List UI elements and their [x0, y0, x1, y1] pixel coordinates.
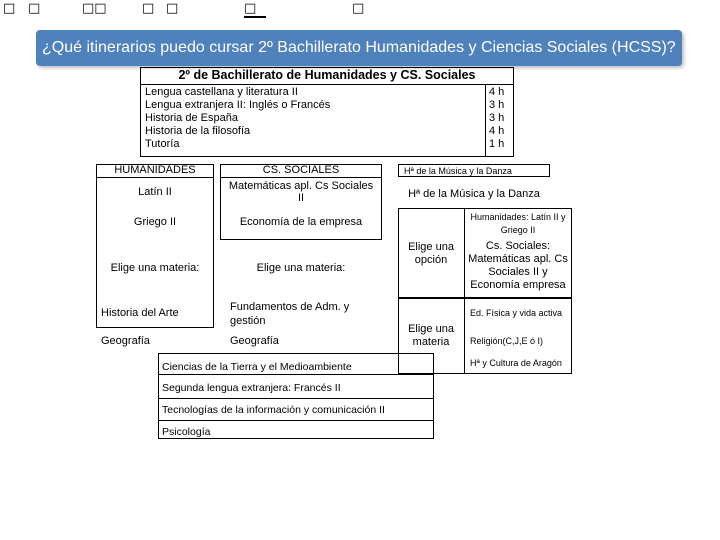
placeholder-glyph-icon: □ — [166, 1, 179, 16]
divider — [485, 84, 486, 157]
option-humanidades: Humanidades: Latín II y Griego II — [470, 212, 566, 235]
subject-name: Tutoría — [145, 138, 180, 150]
placeholder-glyph-icon: □ — [3, 1, 16, 16]
elige-opcion-label: Elige una opción — [408, 241, 454, 266]
humanidades-row: Griego II — [133, 216, 177, 228]
cs-sociales-row: Fundamentos de Adm. y gestión — [230, 301, 350, 327]
page-title: ¿Qué itinerarios puedo cursar 2º Bachillerato Humanidades y Ciencias Sociales (HCSS)? — [36, 30, 682, 66]
placeholder-glyph-icon: □ — [244, 2, 266, 18]
subject-hours: 1 h — [489, 138, 505, 150]
humanidades-row: Historia del Arte — [101, 307, 179, 319]
humanidades-header: HUMANIDADES — [96, 164, 214, 178]
placeholder-glyph-icon: □ — [28, 1, 41, 16]
placeholder-glyph-icon: □ — [352, 1, 365, 16]
cs-sociales-row: Matemáticas apl. Cs Sociales II — [228, 180, 374, 204]
materia-option: Hª y Cultura de Aragón — [470, 358, 562, 368]
elige-materia-label: Elige una materia — [408, 323, 454, 348]
cs-sociales-row: Geografía — [230, 335, 279, 347]
humanidades-row: Elige una materia: — [110, 262, 200, 274]
divider — [140, 84, 514, 85]
placeholder-glyph-icon: □ — [142, 1, 155, 16]
subject-hours: 4 h — [489, 125, 505, 137]
subject-name: Historia de la filosofía — [145, 125, 251, 137]
optativa-item: Psicología — [162, 426, 211, 438]
optativa-item: Ciencias de la Tierra y el Medioambiente — [162, 361, 352, 373]
materia-option: Ed. Física y vida activa — [470, 308, 563, 318]
option-cs-sociales: Cs. Sociales: Matemáticas apl. Cs Sociales II y Economía empresa — [468, 240, 568, 291]
divider — [464, 208, 465, 298]
subject-hours: 3 h — [489, 112, 505, 124]
subject-name: Lengua castellana y literatura II — [145, 86, 298, 98]
cs-sociales-row: Economía de la empresa — [239, 216, 363, 228]
subject-name: Historia de España — [145, 112, 238, 124]
placeholder-glyph-icon: □□ — [82, 1, 107, 16]
subject-hours: 3 h — [489, 99, 505, 111]
main-subjects-title: 2º de Bachillerato de Humanidades y CS. Sociales — [178, 68, 476, 82]
cs-sociales-row: Elige una materia: — [256, 262, 346, 274]
materia-option: Religión(C,J,E ó I) — [470, 336, 544, 346]
divider — [158, 398, 434, 399]
humanidades-row: Geografía — [101, 335, 150, 347]
optativa-item: Segunda lengua extranjera: Francés II — [162, 382, 341, 394]
cs-sociales-header: CS. SOCIALES — [220, 164, 382, 178]
musica-header: Hª de la Música y la Danza — [404, 166, 512, 176]
musica-row: Hª de la Música y la Danza — [408, 188, 540, 200]
humanidades-row: Latín II — [138, 186, 172, 198]
subject-name: Lengua extranjera II: Inglés o Francés — [145, 99, 331, 111]
divider — [158, 374, 434, 375]
divider — [158, 420, 434, 421]
optativa-item: Tecnologías de la información y comunicación II — [162, 404, 385, 416]
divider — [464, 298, 465, 374]
subject-hours: 4 h — [489, 86, 505, 98]
